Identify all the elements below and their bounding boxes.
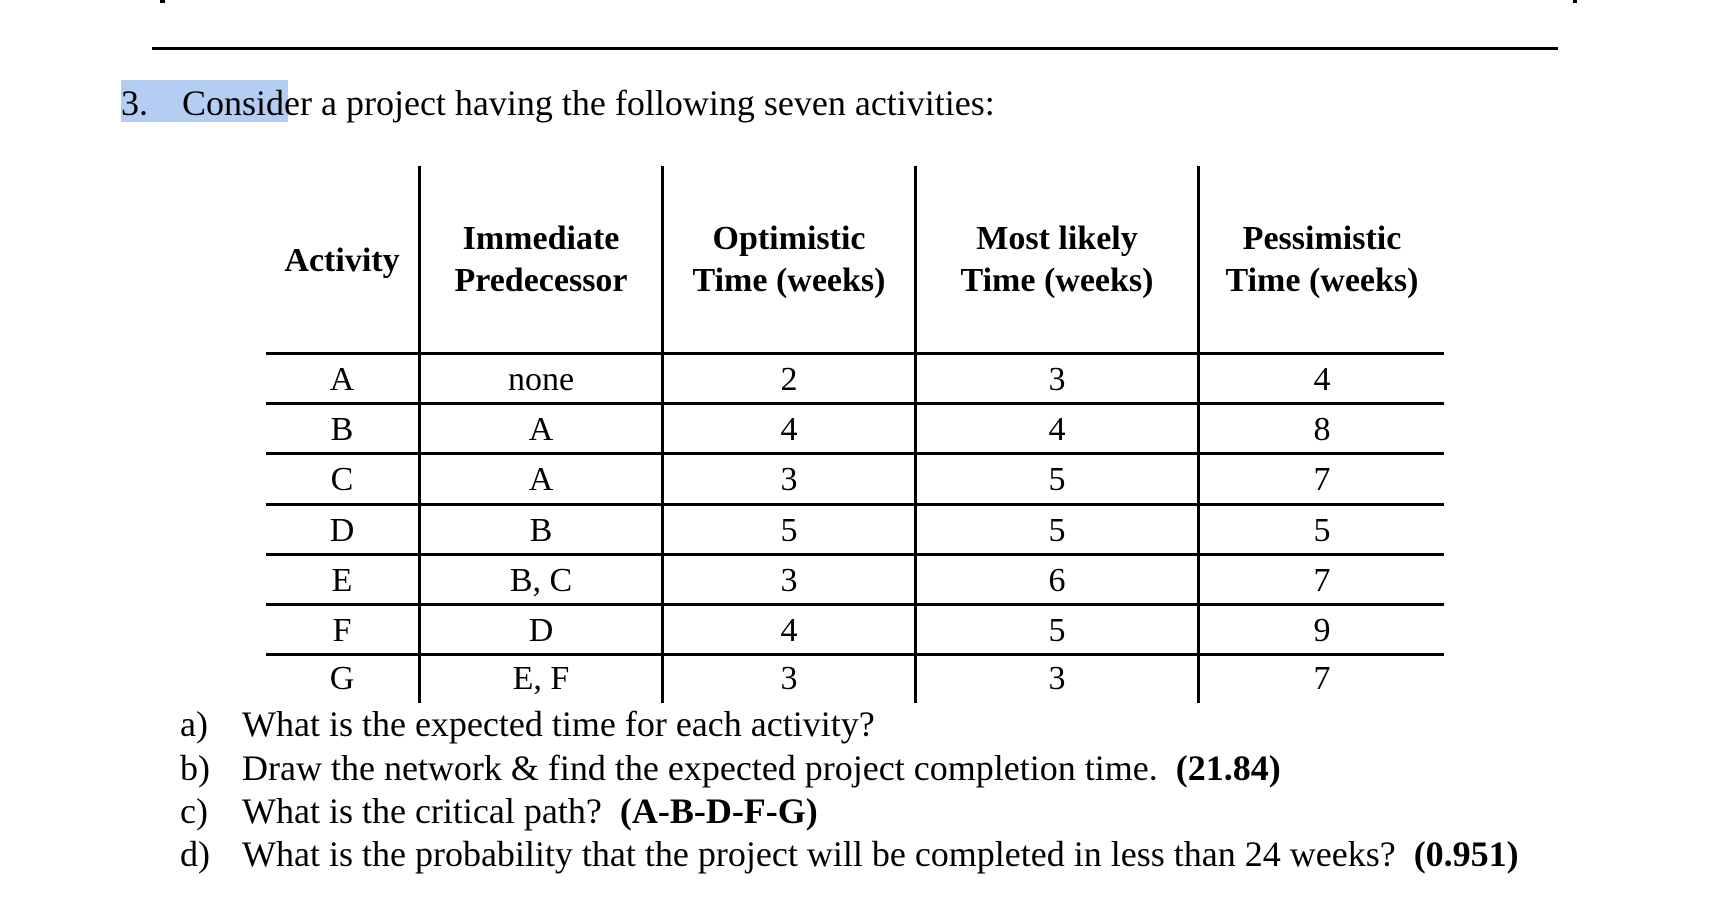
header-most-likely-line1: Most likely — [976, 220, 1138, 257]
cell-activity: F — [332, 612, 352, 649]
cell-activity: B — [330, 411, 354, 448]
cell-most-likely: 3 — [1048, 361, 1066, 398]
cell-activity: E — [331, 562, 353, 599]
subquestion-answer: (21.84) — [1175, 748, 1281, 788]
header-most-likely-line2: Time (weeks) — [960, 262, 1154, 299]
page-corner-mark — [160, 0, 165, 3]
header-pessimistic — [1200, 218, 1444, 302]
cell-pessimistic: 8 — [1313, 411, 1331, 448]
cell-optimistic: 4 — [780, 612, 798, 649]
cell-pessimistic: 7 — [1313, 562, 1331, 599]
subquestion-letter: a) — [180, 704, 208, 744]
subquestion-letter: b) — [180, 748, 210, 788]
header-predecessor — [421, 218, 661, 302]
header-optimistic-line2: Time (weeks) — [692, 262, 886, 299]
header-most-likely — [917, 218, 1197, 302]
cell-pessimistic: 5 — [1313, 512, 1331, 549]
cell-optimistic: 2 — [780, 361, 798, 398]
subquestion-d — [180, 832, 1519, 876]
top-rule — [152, 47, 1558, 50]
cell-activity: A — [329, 361, 355, 398]
cell-predecessor: B, C — [509, 562, 573, 599]
subquestion-text: What is the probability that the project will be completed in less than 24 weeks? — [242, 834, 1396, 874]
subquestion-c — [180, 789, 818, 833]
cell-activity: G — [329, 660, 355, 697]
cell-optimistic: 5 — [780, 512, 798, 549]
subquestion-a — [180, 702, 875, 746]
cell-pessimistic: 9 — [1313, 612, 1331, 649]
cell-most-likely: 5 — [1048, 461, 1066, 498]
subquestion-text: What is the expected time for each activity? — [242, 704, 875, 744]
subquestion-letter: c) — [180, 791, 208, 831]
cell-predecessor: A — [528, 461, 554, 498]
cell-optimistic: 3 — [780, 461, 798, 498]
subquestion-letter: d) — [180, 834, 210, 874]
cell-optimistic: 3 — [780, 562, 798, 599]
header-predecessor-line1: Immediate — [462, 220, 620, 257]
cell-pessimistic: 7 — [1313, 660, 1331, 697]
header-optimistic-line1: Optimistic — [712, 220, 866, 257]
cell-activity: D — [329, 512, 355, 549]
cell-most-likely: 5 — [1048, 612, 1066, 649]
cell-most-likely: 6 — [1048, 562, 1066, 599]
subquestion-answer: (A-B-D-F-G) — [619, 791, 818, 831]
cell-predecessor: A — [528, 411, 554, 448]
subquestion-b — [180, 746, 1281, 790]
subquestion-answer: (0.951) — [1413, 834, 1519, 874]
cell-predecessor: E, F — [512, 660, 570, 697]
header-predecessor-line2: Predecessor — [454, 262, 628, 299]
header-optimistic — [664, 218, 914, 302]
cell-optimistic: 3 — [780, 660, 798, 697]
question-text[interactable]: Consider a project having the following seven activities: — [182, 83, 995, 123]
cell-pessimistic: 4 — [1313, 361, 1331, 398]
header-activity: Activity — [284, 242, 400, 279]
cell-most-likely: 3 — [1048, 660, 1066, 697]
cell-predecessor: B — [529, 512, 553, 549]
header-pessimistic-line1: Pessimistic — [1242, 220, 1402, 257]
subquestion-text: Draw the network & find the expected project completion time. — [242, 748, 1158, 788]
cell-pessimistic: 7 — [1313, 461, 1331, 498]
cell-optimistic: 4 — [780, 411, 798, 448]
cell-activity: C — [330, 461, 354, 498]
subquestion-text: What is the critical path? — [242, 791, 602, 831]
header-pessimistic-line2: Time (weeks) — [1225, 262, 1419, 299]
cell-predecessor: none — [507, 361, 575, 398]
cell-most-likely: 5 — [1048, 512, 1066, 549]
page-corner-mark — [1573, 0, 1577, 3]
question-number: 3. — [121, 83, 148, 123]
cell-most-likely: 4 — [1048, 411, 1066, 448]
cell-predecessor: D — [528, 612, 554, 649]
